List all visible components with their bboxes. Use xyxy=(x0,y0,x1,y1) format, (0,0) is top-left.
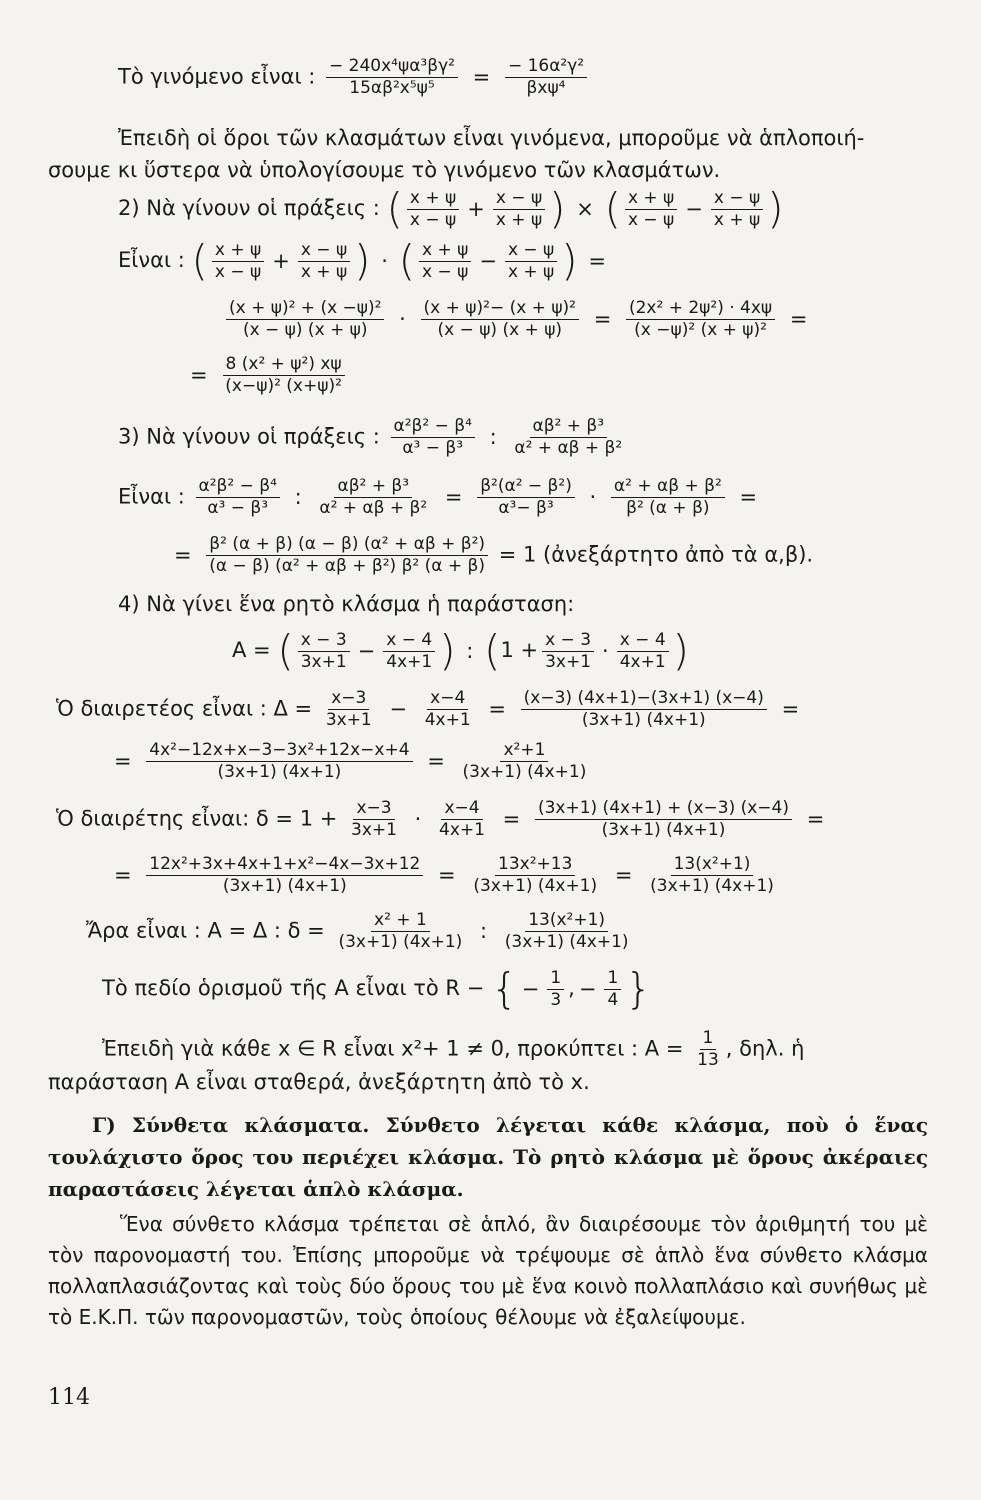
exercise-2-line: 2) Νὰ γίνουν οἱ πράξεις : ( $\frac{x + \psi}{x - \psi}$ + $\frac{x - \psi}{x + \psi}$ ) × ( $\frac{x + \psi}{x - \psi}$ − $\frac{x - \psi}{x + \psi}$ ) xyxy=(118,184,784,233)
domain-line: Τὸ πεδίο ὁρισμοῦ τῆς A εἶναι τὸ R − { − $\frac{1}{3}$ , − $\frac{1}{4}$ } xyxy=(102,964,653,1013)
exercise-3-result: = $\frac{\text{β² (α + β) (α − β) (α² + αβ + β²)}}{\text{(α − β) (α² + αβ + β²) β² (α + β)}}$ = 1 (ἀνεξάρτητο ἀπὸ τὰ α,β). xyxy=(174,534,814,576)
simplify-line-2: σουμε κι ὕστερα νὰ ὑπολογίσουμε τὸ γινόμενο τῶν κλασμάτων. xyxy=(48,158,721,182)
product-fraction-1: $\frac{\text{− 240x⁴ψα³βγ²}}{\text{15αβ²x⁵ψ⁵}}$ xyxy=(326,58,458,97)
constant-line-1: Ἐπειδὴ γιὰ κάθε x ∈ R εἶναι x²+ 1 ≠ 0, προκύπτει : A = $\frac{1}{13}$ , δηλ. ἡ xyxy=(102,1028,805,1070)
simplify-line-1: Ἐπειδὴ οἱ ὅροι τῶν κλασμάτων εἶναι γινόμενα, μποροῦμε νὰ ἁπλοποιή- xyxy=(118,126,865,150)
page-number: 114 xyxy=(48,1385,90,1410)
exercise-2-lead: 2) Νὰ γίνουν οἱ πράξεις : xyxy=(118,196,380,220)
section-gamma-definition: Γ) Σύνθετα κλάσματα. Σύνθετο λέγεται κάθε κλάσμα, ποὺ ὁ ἕνας τουλάχιστο ὅρος του περιέχει κλάσμα. Τὸ ρητὸ κλάσμα μὲ ὅρους ἀκέραιες παραστάσεις λέγεται ἁπλὸ κλάσμα. xyxy=(48,1113,928,1201)
product-fraction-2: $\frac{\text{− 16α²γ²}}{\text{βxψ⁴}}$ xyxy=(505,58,587,97)
product-lead: Τὸ γινόμενο εἶναι : xyxy=(118,64,316,89)
composite-fraction-paragraph: Ἕνα σύνθετο κλάσμα τρέπεται σὲ ἁπλό, ἂν διαιρέσουμε τὸν ἀριθμητή του μὲ τὸν παρονομαστή του. Ἐπίσης μποροῦμε νὰ τρέψουμε σὲ ἁπλὸ ἕνα σύνθετο κλάσμα πολλαπλασιάζοντας καὶ τοὺς δύο ὅρους του μὲ ἕνα κοινὸ πολλαπλάσιο καὶ συνήθως μὲ τὸ Ε.Κ.Π. τῶν παρονομαστῶν, τοὺς ὁποίους θέλουμε νὰ ἐξαλείψουμε. xyxy=(48,1212,928,1329)
exercise-3-solution-line-1: Εἶναι : $\frac{\text{α²β² − β⁴}}{\text{α³ − β³}}$ : $\frac{\text{αβ² + β³}}{\text{α² + αβ + β²}}$ = $\frac{\text{β²(α² − β²)}}{\text{α³− β³}}$ · $\frac{\text{α² + αβ + β²}}{\text{β² (α + β)}}$ = xyxy=(118,476,758,518)
exercise-2-solution-line-1: Εἶναι : ( $\frac{x + \psi}{x - \psi}$ + $\frac{x - \psi}{x + \psi}$ ) · ( $\frac{x + \psi}{x - \psi}$ − $\frac{x - \psi}{x + \psi}$ ) = xyxy=(118,236,606,285)
dividend-line: Ὁ διαιρετέος εἶναι : Δ = $\frac{x-3}{3x+1}$ − $\frac{x-4}{4x+1}$ = $\frac{(x-3) (4x+1)-(3x+1) (x-4)}{(3x+1) (4x+1)}$ = xyxy=(56,688,800,730)
exercise-4-heading: 4) Νὰ γίνει ἕνα ρητὸ κλάσμα ἡ παράσταση: xyxy=(118,592,575,616)
divisor-result: = $\frac{\text{12x²+3x+4x+1+x²−4x−3x+12}}{(3x+1) (4x+1)}$ = $\frac{\text{13x²+13}}{(3x+1) (4x+1)}$ = $\frac{\text{13(x²+1)}}{(3x+1) (4x+1)}$ xyxy=(114,854,774,896)
exercise-2-result: = $\frac{\text{8 (x² + ψ²) xψ}}{\text{(x−ψ)² (x+ψ)²}}$ xyxy=(186,356,349,395)
quotient-line: Ἄρα εἶναι : A = Δ : δ = $\frac{\text{x² + 1}}{(3x+1) (4x+1)}$ : $\frac{\text{13(x²+1)}}{(3x+1) (4x+1)}$ xyxy=(86,910,629,952)
dividend-result: = $\frac{\text{4x²−12x+x−3−3x²+12x−x+4}}{(3x+1) (4x+1)}$ = $\frac{\text{x²+1}}{(3x+1) (4x+1)}$ xyxy=(114,740,587,782)
exercise-2-solution-line-2: $\frac{\text{(x + ψ)² + (x −ψ)²}}{(x - \psi) (x + \psi)}$ · $\frac{\text{(x + ψ)²− (x + ψ)²}}{(x - \psi) (x + \psi)}$ = $\frac{\text{(2x² + 2ψ²) · 4xψ}}{\text{(x −ψ)² (x + ψ)²}}$ = xyxy=(222,300,811,339)
divisor-line: Ὁ διαιρέτης εἶναι: δ = 1 + $\frac{x-3}{3x+1}$ · $\frac{x-4}{4x+1}$ = $\frac{(3x+1) (4x+1) + (x-3) (x-4)}{(3x+1) (4x+1)}$ = xyxy=(56,798,825,840)
exercise-3-line: 3) Νὰ γίνουν οἱ πράξεις : $\frac{\text{α²β² − β⁴}}{\text{α³ − β³}}$ : $\frac{\text{αβ² + β³}}{\text{α² + αβ + β²}}$ xyxy=(118,416,623,458)
expression-A: A = ( $\frac{x - 3}{3x+1}$ − $\frac{x - 4}{4x+1}$ ) : (1 + $\frac{x - 3}{3x+1}$ · $\frac{x - 4}{4x+1}$ ) xyxy=(232,626,690,675)
product-line: Τὸ γινόμενο εἶναι : $\frac{\text{− 240x⁴ψα³βγ²}}{\text{15αβ²x⁵ψ⁵}}$ = $\frac{\text{− 16α²γ²}}{\text{βxψ⁴}}$ xyxy=(118,58,591,97)
constant-line-2: παράσταση A εἶναι σταθερά, ἀνεξάρτητη ἀπὸ τὸ x. xyxy=(48,1070,590,1094)
